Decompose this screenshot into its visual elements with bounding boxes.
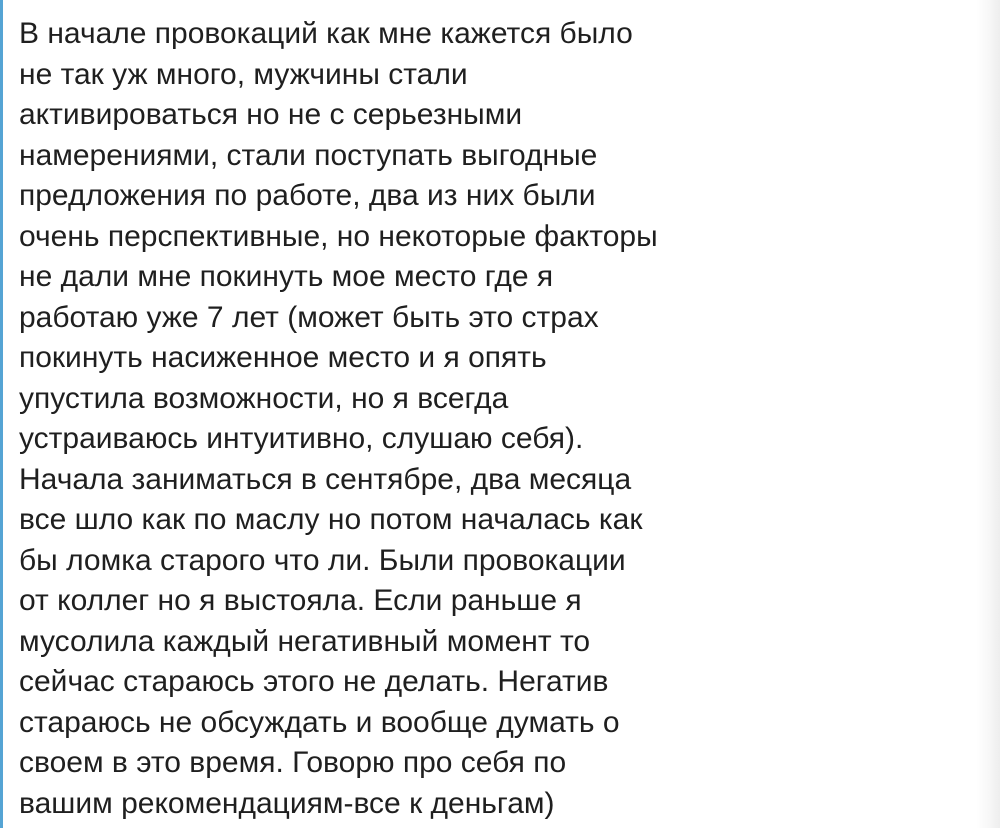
message-line: В начале провокаций как мне кажется было xyxy=(19,17,633,50)
quote-accent-bar xyxy=(0,0,3,828)
message-line: очень перспективные, но некоторые факторы xyxy=(19,219,658,253)
message-line: от коллег но я выстояла. Если раньше я xyxy=(19,584,582,617)
message-line: бы ломка старого что ли. Были провокации xyxy=(19,543,626,577)
message-line: мусолила каждый негативный момент то xyxy=(19,624,591,658)
message-text xyxy=(19,14,719,824)
scroll-edge-shadow xyxy=(976,0,1000,828)
message-line: устраиваюсь интуитивно, слушаю себя). xyxy=(19,422,584,455)
message-line: активироваться но не с серьезными xyxy=(19,98,523,131)
message-line: Начала заниматься в сентябре, два месяца xyxy=(19,462,632,496)
message-line: сейчас стараюсь этого не делать. Негатив xyxy=(19,665,609,698)
message-line: намерениями, стали поступать выгодные xyxy=(19,138,598,172)
message-line: не дали мне покинуть мое место где я xyxy=(19,260,554,293)
message-line: не так уж много, мужчины стали xyxy=(19,57,468,91)
message-line: покинуть насиженное место и я опять xyxy=(19,341,547,374)
message-line: вашим рекомендациям-все к деньгам) xyxy=(19,786,555,820)
message-line: предложения по работе, два из них были xyxy=(19,179,596,212)
message-line: своем в это время. Говорю про себя по xyxy=(19,746,567,779)
message-line: все шло как по маслу но потом началась как xyxy=(19,503,643,536)
message-line: стараюсь не обсуждать и вообще думать о xyxy=(19,705,620,739)
message-line: упустила возможности, но я всегда xyxy=(19,381,509,415)
message-line: работаю уже 7 лет (может быть это страх xyxy=(19,300,599,334)
